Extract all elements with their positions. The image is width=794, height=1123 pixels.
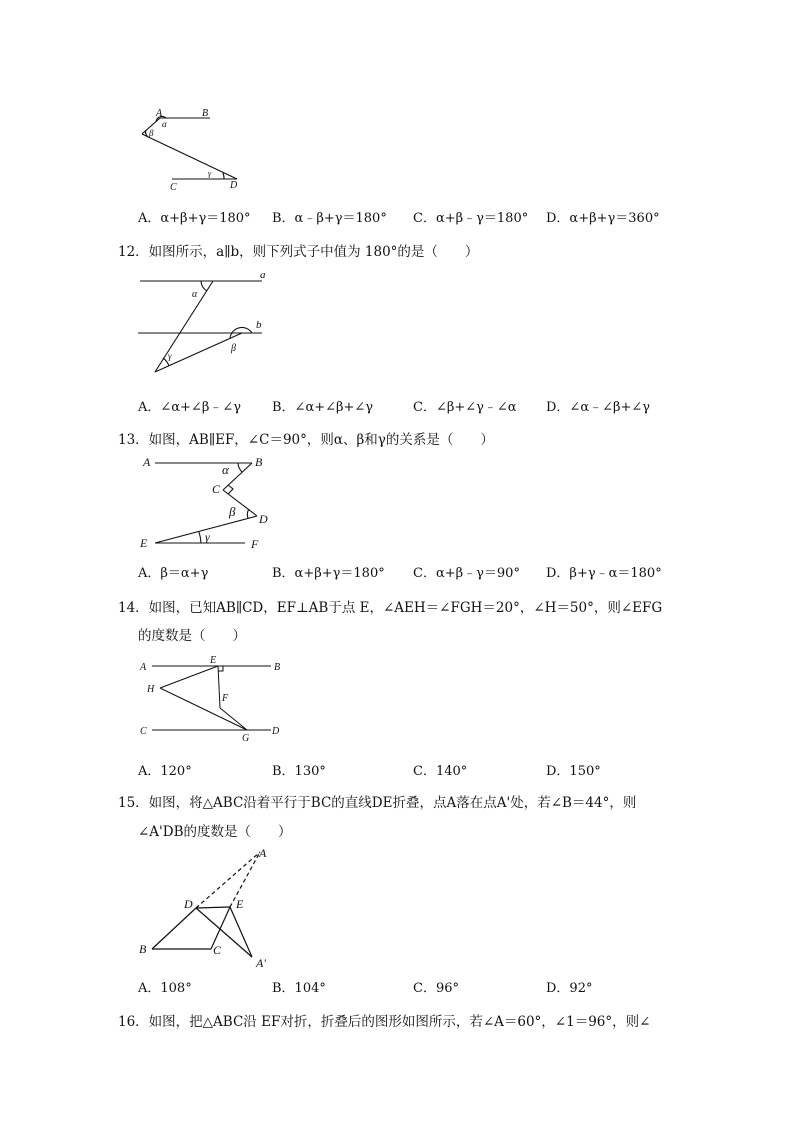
segment-e-f <box>218 666 220 708</box>
option-c[interactable]: C．96° <box>413 981 459 996</box>
option-d[interactable]: D．92° <box>546 981 593 996</box>
figure-q12 <box>130 265 280 380</box>
option-c[interactable]: C．α+β﹣γ＝180° <box>413 211 529 226</box>
segment-e-a-prime <box>230 907 252 957</box>
label-gamma: γ <box>168 351 172 361</box>
question-15-text-line1: 15．如图，将△ABC沿着平行于BC的直线DE折叠，点A落在点A'处，若∠B＝44°，则 <box>118 795 637 811</box>
dashed-d-a <box>196 852 260 908</box>
label-gamma: γ <box>205 530 210 544</box>
figure-q15 <box>130 842 290 972</box>
label-gamma: γ <box>208 169 212 178</box>
label-c: C <box>170 182 177 193</box>
option-d[interactable]: D．α+β+γ＝360° <box>546 211 660 226</box>
label-alpha: α <box>192 289 198 300</box>
label-a: A <box>259 846 267 860</box>
option-d[interactable]: D．∠α﹣∠β+∠γ <box>546 400 651 415</box>
label-beta: β <box>149 128 154 138</box>
label-beta: β <box>231 343 236 354</box>
option-a[interactable]: A．108° <box>138 981 192 996</box>
segment-d-e <box>196 907 230 908</box>
segment-d-a-prime <box>196 908 252 957</box>
label-b: B <box>274 662 281 673</box>
option-b[interactable]: B．130° <box>272 764 326 779</box>
label-a-line: a <box>260 269 266 281</box>
arc-alpha <box>201 281 207 291</box>
label-c: C <box>212 482 221 496</box>
option-c[interactable]: C．140° <box>413 764 468 779</box>
label-beta: β <box>229 504 236 519</box>
options-q13 <box>138 562 698 580</box>
label-alpha: α <box>162 119 167 129</box>
question-12-text: 12．如图所示，a∥b，则下列式子中值为 180°的是（ ） <box>118 244 479 260</box>
label-a: A <box>143 455 151 469</box>
label-e: E <box>236 897 244 911</box>
option-b[interactable]: B．α﹣β+γ＝180° <box>272 211 387 226</box>
question-16-text: 16．如图，把△ABC沿 EF对折，折叠后的图形如图所示，若∠A＝60°，∠1＝96°，则∠ <box>118 1014 651 1030</box>
label-b: B <box>202 108 209 119</box>
arc-beta <box>247 509 249 518</box>
label-f: F <box>222 693 229 704</box>
options-q11 <box>138 207 698 225</box>
label-d: D <box>259 512 268 526</box>
option-a[interactable]: A．α+β+γ＝180° <box>138 211 251 226</box>
label-h: H <box>147 684 155 695</box>
arc-gamma <box>199 532 201 543</box>
arc-alpha <box>238 463 242 472</box>
label-d: D <box>272 726 280 737</box>
label-b: B <box>255 455 263 469</box>
segment-h-g <box>160 688 247 730</box>
option-a[interactable]: A．∠α+∠β﹣∠γ <box>138 400 242 415</box>
label-d: D <box>184 897 193 911</box>
label-f: F <box>251 537 259 551</box>
label-b-line: b <box>256 319 262 331</box>
option-c[interactable]: C．∠β+∠γ﹣∠α <box>413 400 517 415</box>
label-alpha: α <box>222 462 229 477</box>
question-14-text-line1: 14．如图，已知AB∥CD，EF⊥AB于点 E，∠AEH＝∠FGH＝20°，∠H＝50°，则∠EFG <box>118 600 663 616</box>
label-a: A <box>156 108 163 119</box>
label-d: D <box>230 180 238 191</box>
options-q14 <box>138 760 698 778</box>
segment-b-d <box>152 908 196 949</box>
figure-q13 <box>135 450 285 555</box>
option-d[interactable]: D．β+γ﹣α＝180° <box>546 566 662 581</box>
right-angle-mark <box>228 485 233 494</box>
option-a[interactable]: A．β＝α+γ <box>138 566 209 581</box>
figure-q11 <box>130 100 260 195</box>
arc-gamma <box>223 173 224 179</box>
label-c: C <box>213 943 222 957</box>
options-q12 <box>138 396 698 414</box>
question-15-text-line2: ∠A'DB的度数是（ ） <box>138 824 292 840</box>
figure-q14 <box>135 652 285 747</box>
label-e: E <box>140 536 148 550</box>
label-a: A <box>140 662 147 673</box>
option-b[interactable]: B．∠α+∠β+∠γ <box>272 400 374 415</box>
option-c[interactable]: C．α+β﹣γ＝90° <box>413 566 520 581</box>
option-b[interactable]: B．104° <box>272 981 326 996</box>
options-q15 <box>138 977 698 995</box>
label-e: E <box>210 655 217 666</box>
question-13-text: 13．如图，AB∥EF，∠C＝90°，则α、β和γ的关系是（ ） <box>118 432 494 448</box>
right-angle-mark <box>218 666 223 671</box>
option-a[interactable]: A．120° <box>138 764 192 779</box>
label-a-prime: A′ <box>256 956 266 970</box>
option-d[interactable]: D．150° <box>546 764 601 779</box>
question-14-text-line2: 的度数是（ ） <box>138 628 246 644</box>
label-b: B <box>139 942 147 956</box>
dashed-e-a <box>230 852 260 907</box>
label-g: G <box>242 733 250 744</box>
segment-vertex-d <box>142 134 237 179</box>
label-c: C <box>140 726 147 737</box>
segment-e-h <box>160 666 218 688</box>
option-b[interactable]: B．α+β+γ＝180° <box>272 566 385 581</box>
